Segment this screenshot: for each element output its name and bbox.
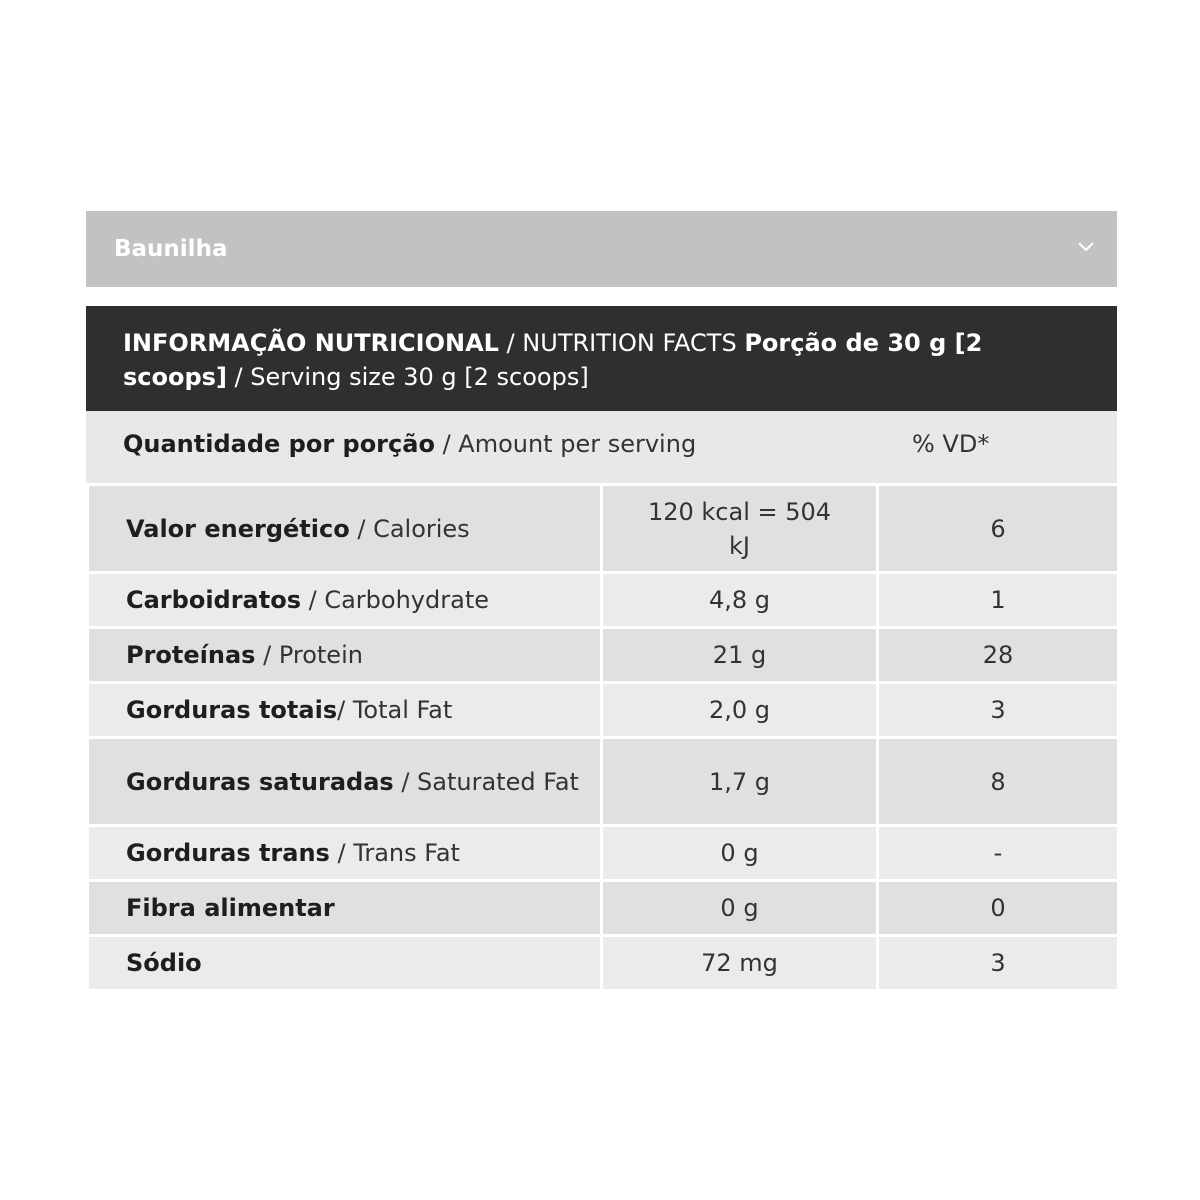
nutrient-vd: 28 <box>878 628 1119 683</box>
nutrient-amount: 1,7 g <box>602 738 878 826</box>
table-row <box>88 826 1119 881</box>
nutrient-amount: 2,0 g <box>602 683 878 738</box>
nutrient-name: Sódio <box>88 936 602 991</box>
amount-per-serving-row <box>86 411 1117 483</box>
nutrient-amount: 4,8 g <box>602 573 878 628</box>
amount-label-en: / Amount per serving <box>434 430 697 458</box>
nutrient-amount: 21 g <box>602 628 878 683</box>
vd-column-label: % VD* <box>912 430 990 458</box>
nutrient-vd: 6 <box>878 485 1119 573</box>
nutrient-vd: 3 <box>878 683 1119 738</box>
table-row <box>88 628 1119 683</box>
nutrition-table <box>86 483 1120 992</box>
nutrient-vd: 8 <box>878 738 1119 826</box>
table-row <box>88 738 1119 826</box>
nutrient-name: Gorduras trans / Trans Fat <box>88 826 602 881</box>
table-row <box>88 573 1119 628</box>
header-serving-pt: Porção de 30 g [2 scoops] <box>123 329 983 391</box>
nutrition-facts-header <box>86 306 1117 411</box>
table-row <box>88 485 1119 573</box>
nutrient-name: Proteínas / Protein <box>88 628 602 683</box>
table-row <box>88 881 1119 936</box>
header-title-en: / NUTRITION FACTS <box>498 329 745 357</box>
nutrient-amount: 120 kcal = 504 kJ <box>602 485 878 573</box>
nutrient-vd: 3 <box>878 936 1119 991</box>
nutrient-amount: 0 g <box>602 826 878 881</box>
nutrient-name: Carboidratos / Carbohydrate <box>88 573 602 628</box>
nutrient-name: Gorduras saturadas / Saturated Fat <box>88 738 602 826</box>
table-row <box>88 683 1119 738</box>
header-serving-en: / Serving size 30 g [2 scoops] <box>226 363 589 391</box>
nutrient-name: Fibra alimentar <box>88 881 602 936</box>
chevron-down-icon[interactable] <box>1077 237 1095 255</box>
nutrient-vd: 0 <box>878 881 1119 936</box>
accordion-title: Baunilha <box>114 236 228 262</box>
nutrient-amount: 0 g <box>602 881 878 936</box>
nutrient-name: Valor energético / Calories <box>88 485 602 573</box>
table-row <box>88 936 1119 991</box>
nutrient-vd: 1 <box>878 573 1119 628</box>
nutrient-vd: - <box>878 826 1119 881</box>
nutrient-name: Gorduras totais/ Total Fat <box>88 683 602 738</box>
accordion-header-baunilha[interactable] <box>86 211 1117 287</box>
amount-label-pt: Quantidade por porção <box>123 430 435 458</box>
nutrient-amount: 72 mg <box>602 936 878 991</box>
header-title-pt: INFORMAÇÃO NUTRICIONAL <box>123 329 499 357</box>
amount-per-serving-label <box>123 430 696 458</box>
